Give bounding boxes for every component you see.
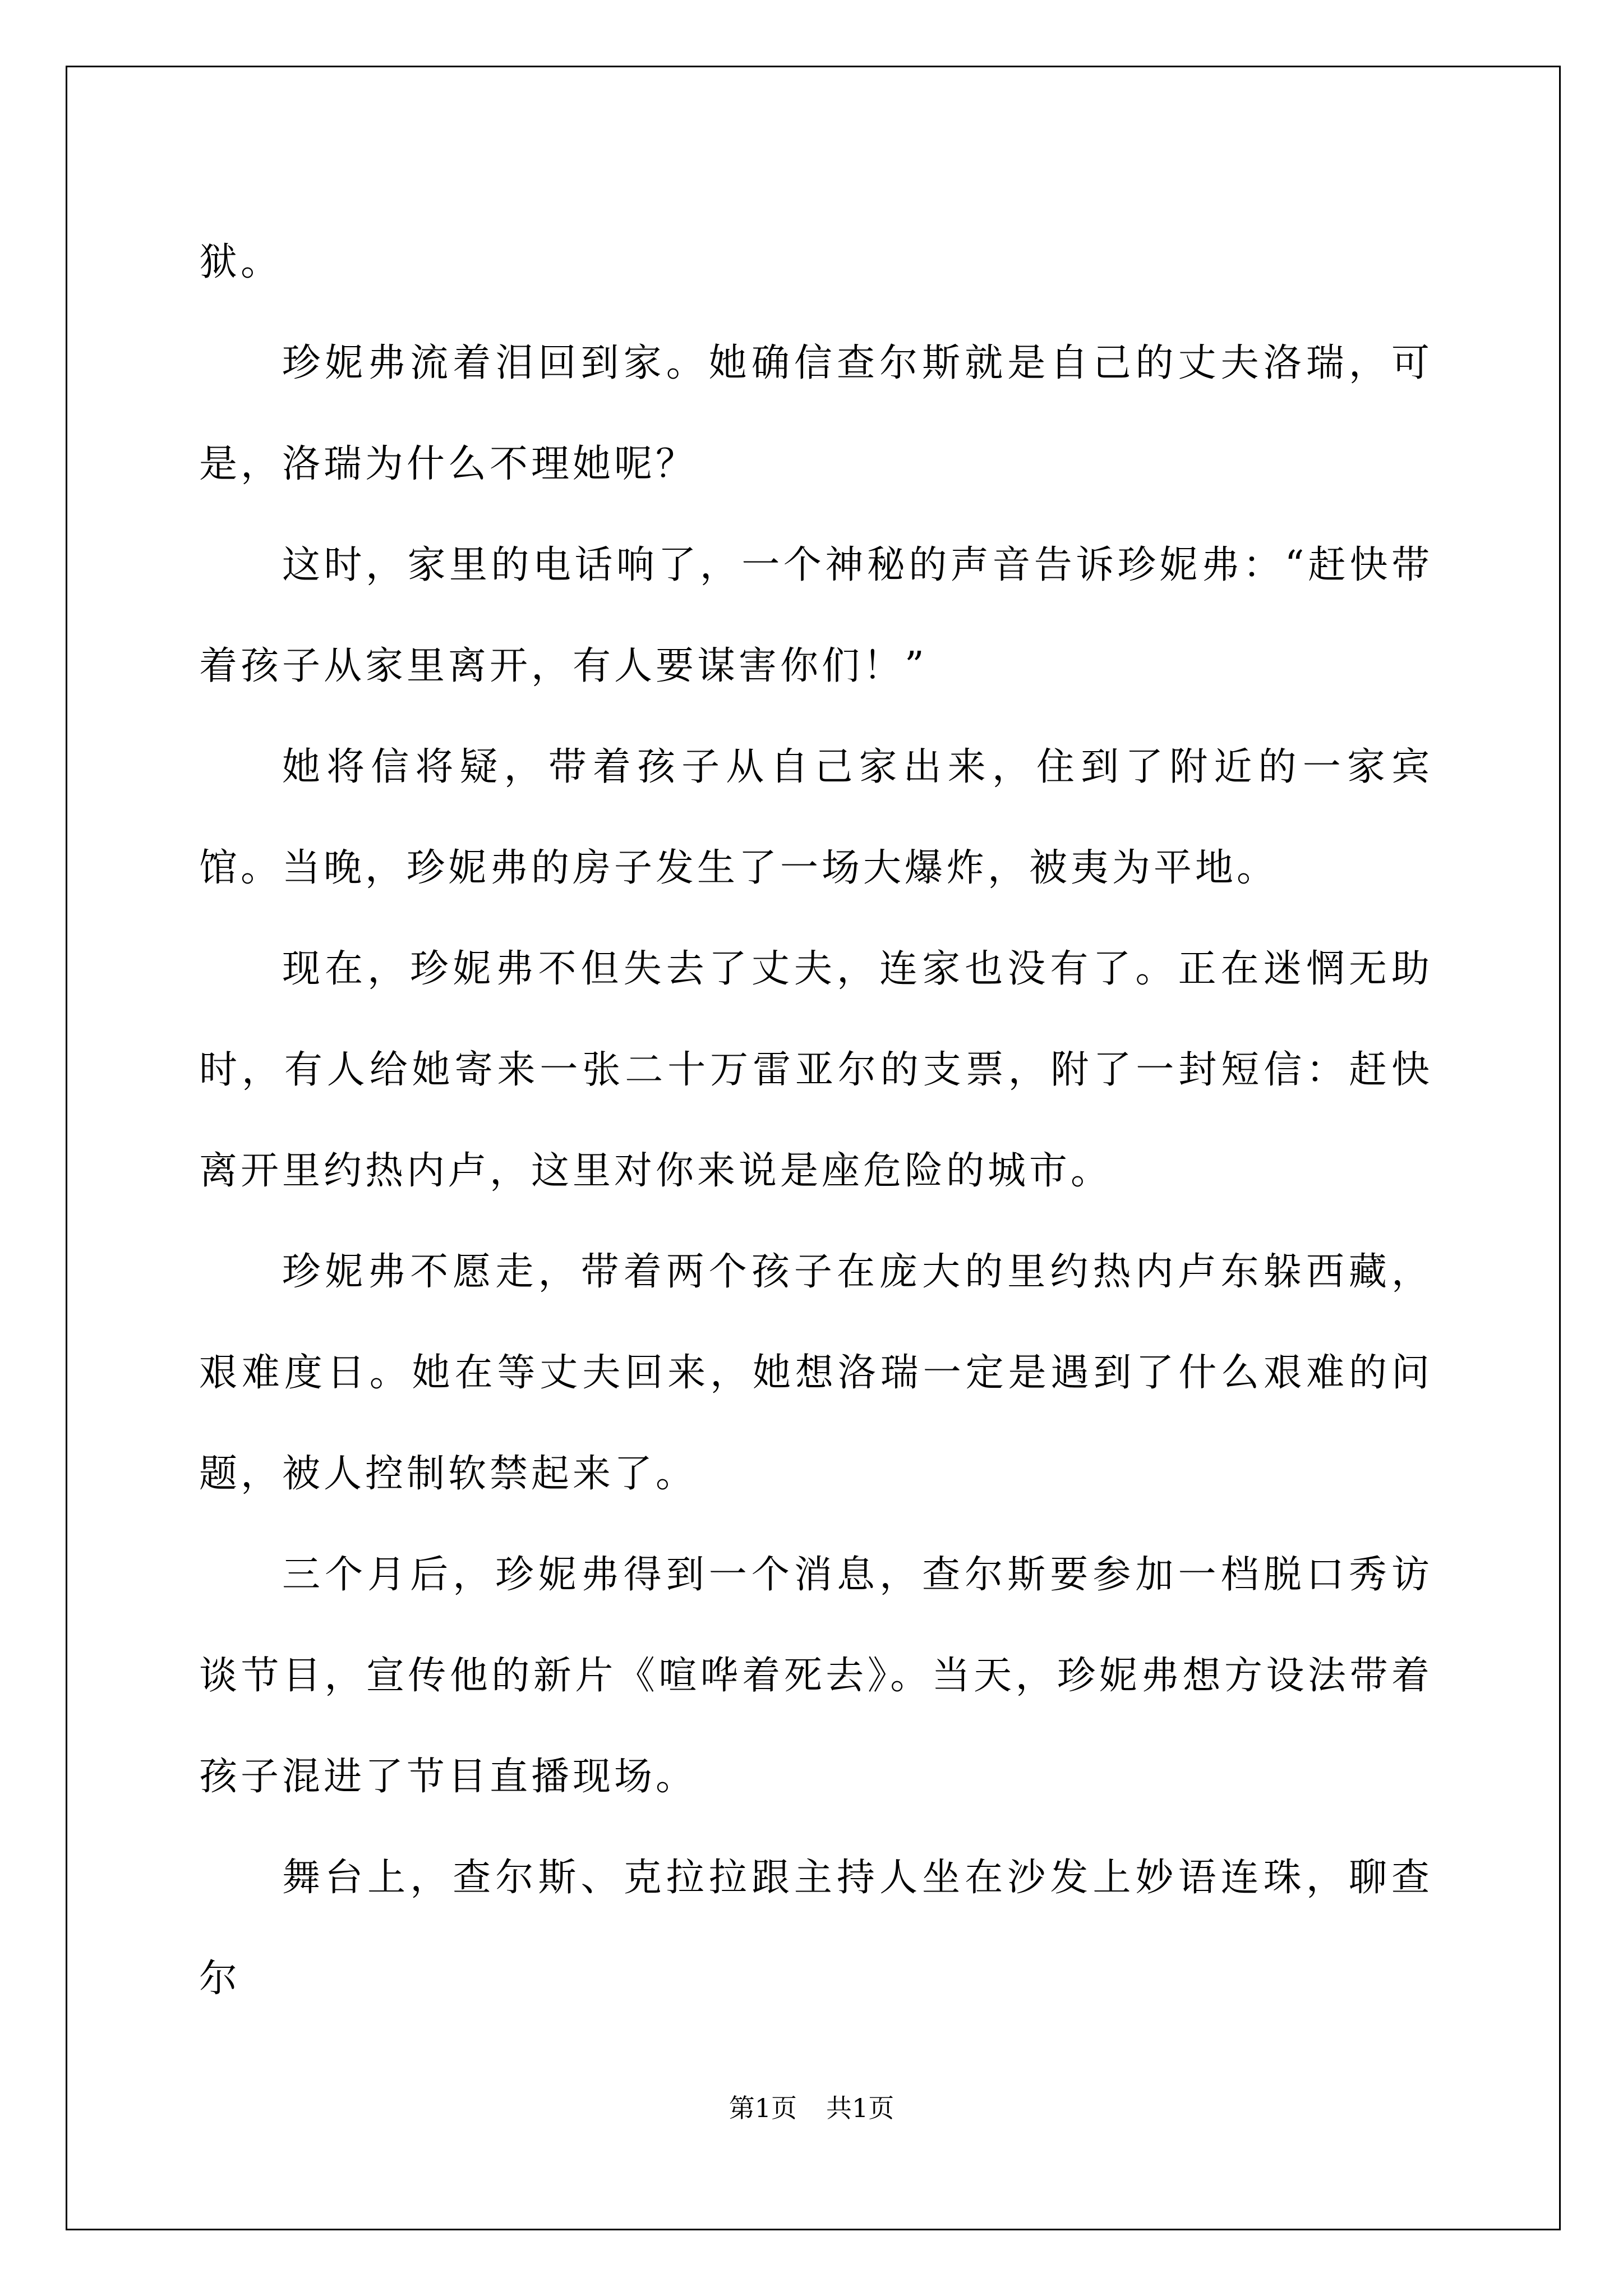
page-total: 共1页 xyxy=(826,2093,895,2123)
page-number: 第1页 xyxy=(728,2093,797,2123)
paragraph-7: 三个月后，珍妮弗得到一个消息，查尔斯要参加一档脱口秀访谈节目，宣传他的新片《喧哗着死去》。当天，珍妮弗想方设法带着孩子混进了节目直播现场。 xyxy=(199,1553,1433,1799)
paragraph-2: 珍妮弗流着泪回到家。她确信查尔斯就是自己的丈夫洛瑞，可是，洛瑞为什么不理她呢？ xyxy=(199,341,1433,486)
paragraph-5: 现在，珍妮弗不但失去了丈夫，连家也没有了。正在迷惘无助时，有人给她寄来一张二十万雷亚尔的支票，附了一封短信：赶快离开里约热内卢，这里对你来说是座危险的城市。 xyxy=(199,947,1433,1193)
page-footer xyxy=(0,2088,1623,2125)
document-body xyxy=(199,212,1433,2030)
paragraph-8: 舞台上，查尔斯、克拉拉跟主持人坐在沙发上妙语连珠，聊查尔 xyxy=(199,1856,1433,2001)
paragraph-4: 她将信将疑，带着孩子从自己家出来，住到了附近的一家宾馆。当晚，珍妮弗的房子发生了一场大爆炸，被夷为平地。 xyxy=(199,745,1433,890)
paragraph-6: 珍妮弗不愿走，带着两个孩子在庞大的里约热内卢东躲西藏，艰难度日。她在等丈夫回来，她想洛瑞一定是遇到了什么艰难的问题，被人控制软禁起来了。 xyxy=(199,1250,1433,1496)
paragraph-3: 这时，家里的电话响了，一个神秘的声音告诉珍妮弗：“赶快带着孩子从家里离开，有人要谋害你们！” xyxy=(199,543,1433,688)
paragraph-1: 狱。 xyxy=(199,240,283,284)
